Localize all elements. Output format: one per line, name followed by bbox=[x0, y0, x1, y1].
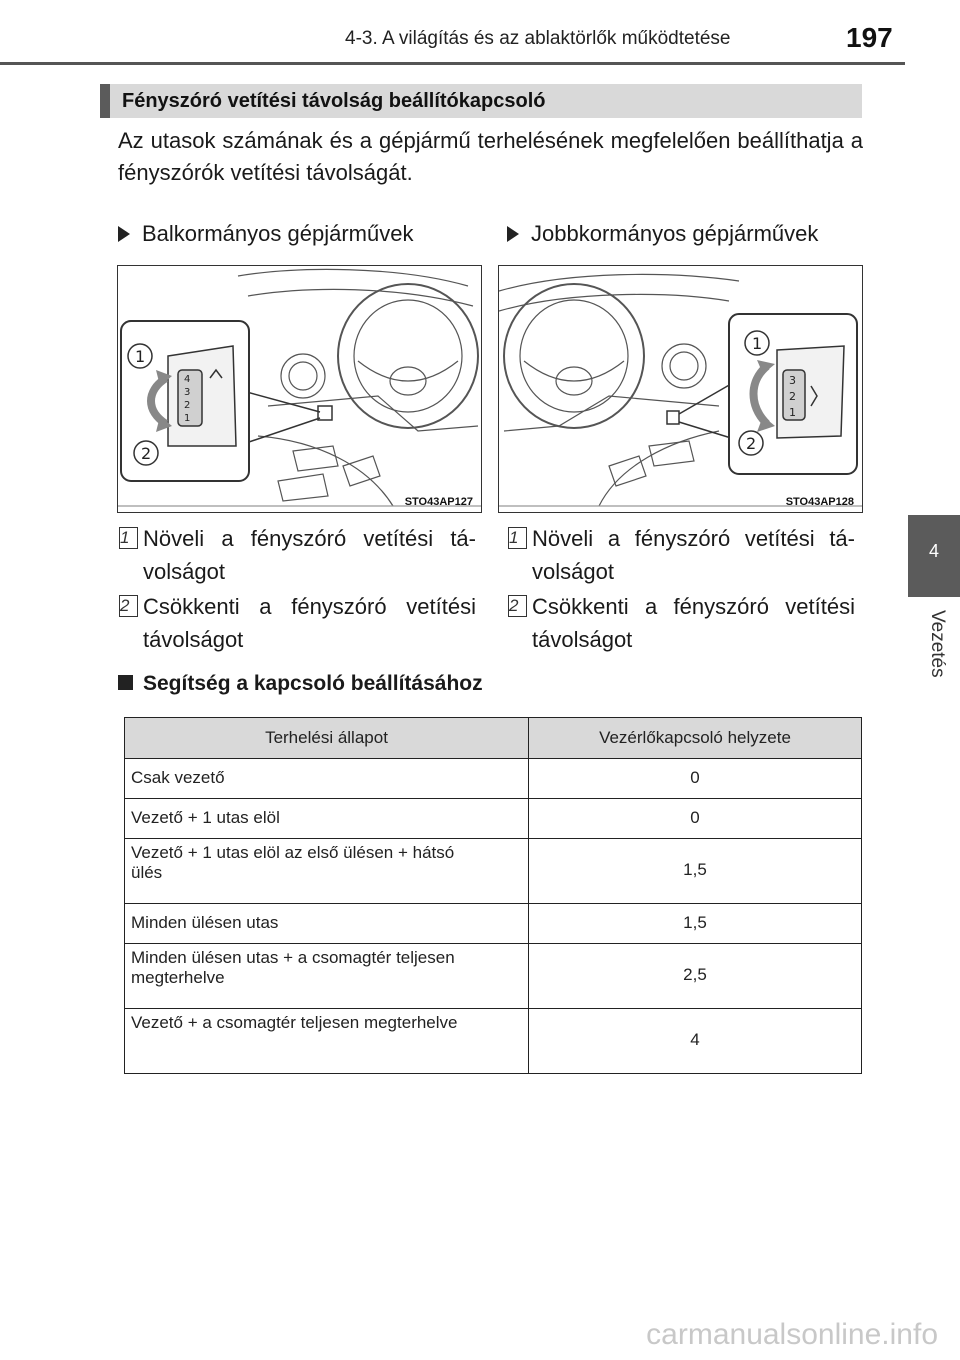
load-state: Vezető + 1 utas elöl bbox=[125, 799, 529, 839]
callout-2: 2 bbox=[141, 444, 152, 463]
dial-mark: 4 bbox=[184, 374, 191, 385]
figure-code: STO43AP127 bbox=[404, 496, 473, 508]
item-number: 2 bbox=[119, 595, 138, 617]
figure-code: STO43AP128 bbox=[785, 496, 854, 508]
switch-position: 0 bbox=[529, 759, 862, 799]
load-settings-table bbox=[124, 717, 862, 1074]
column-header: Terhelési állapot bbox=[125, 718, 529, 759]
switch-position: 1,5 bbox=[529, 839, 862, 904]
table-row bbox=[125, 759, 862, 799]
table-row bbox=[125, 944, 862, 1009]
item-text: Csökkenti a fényszóró vetítési távolságot bbox=[532, 594, 855, 652]
load-state: Vezető + 1 utas elöl az első ülésen + hátsó ülés bbox=[125, 839, 529, 904]
left-item-2 bbox=[120, 590, 476, 656]
left-item-1 bbox=[120, 522, 476, 588]
table-row bbox=[125, 1009, 862, 1074]
dial-mark: 1 bbox=[184, 413, 191, 424]
section-title: Fényszóró vetítési távolság beállítókapcsoló bbox=[122, 90, 546, 112]
triangle-bullet-icon bbox=[118, 226, 130, 242]
header-title: 4-3. A világítás és az ablaktörlők működtetése bbox=[345, 28, 731, 49]
left-hand-drive-figure bbox=[117, 265, 482, 513]
dial-mark: 3 bbox=[789, 374, 796, 387]
item-number: 1 bbox=[119, 527, 138, 549]
callout-1: 1 bbox=[752, 334, 763, 353]
dial-mark: 3 bbox=[184, 387, 191, 398]
switch-position: 4 bbox=[529, 1009, 862, 1074]
right-item-2 bbox=[509, 590, 855, 656]
load-state: Minden ülésen utas bbox=[125, 904, 529, 944]
table-row bbox=[125, 904, 862, 944]
switch-position: 1,5 bbox=[529, 904, 862, 944]
item-number: 1 bbox=[508, 527, 527, 549]
dial-mark: 2 bbox=[789, 390, 796, 403]
load-state: Minden ülésen utas + a csomagtér teljesen megterhelve bbox=[125, 944, 529, 1009]
page-number: 197 bbox=[846, 22, 893, 53]
square-bullet-icon bbox=[118, 675, 133, 690]
right-item-1 bbox=[509, 522, 855, 588]
item-text: Csökkenti a fényszóró vetítési távolságot bbox=[143, 594, 476, 652]
table-row bbox=[125, 839, 862, 904]
help-heading: Segítség a kapcsoló beállításához bbox=[118, 672, 483, 696]
intro-paragraph: Az utasok számának és a gépjármű terhelésének megfelelően beállíthatja a fényszórók vetítési távolságát. bbox=[118, 128, 863, 185]
item-number: 2 bbox=[508, 595, 527, 617]
item-text: Növeli a fényszóró vetítési távolságot bbox=[532, 526, 855, 584]
right-hand-drive-figure bbox=[498, 265, 863, 513]
header-rule bbox=[0, 62, 905, 65]
table-row bbox=[125, 799, 862, 839]
dial-mark: 2 bbox=[184, 400, 191, 411]
triangle-bullet-icon bbox=[507, 226, 519, 242]
left-heading: Balkormányos gépjárművek bbox=[118, 221, 413, 247]
callout-2: 2 bbox=[746, 434, 757, 453]
load-state: Csak vezető bbox=[125, 759, 529, 799]
load-state: Vezető + a csomagtér teljesen megterhelve bbox=[125, 1009, 529, 1074]
callout-1: 1 bbox=[135, 347, 146, 366]
right-heading: Jobbkormányos gépjárművek bbox=[507, 221, 818, 247]
switch-position: 0 bbox=[529, 799, 862, 839]
chapter-number: 4 bbox=[928, 541, 939, 561]
dial-mark: 1 bbox=[789, 406, 796, 419]
dashboard-illustration bbox=[499, 266, 863, 513]
section-title-bar bbox=[100, 84, 862, 118]
column-header: Vezérlőkapcsoló helyzete bbox=[529, 718, 862, 759]
table-header-row bbox=[125, 718, 862, 759]
dashboard-illustration bbox=[118, 266, 482, 513]
item-text: Növeli a fényszóró vetítési távolságot bbox=[143, 526, 476, 584]
chapter-label: Vezetés bbox=[927, 610, 948, 678]
switch-position: 2,5 bbox=[529, 944, 862, 1009]
chapter-tab bbox=[908, 515, 960, 597]
watermark: carmanualsonline.info bbox=[646, 1318, 938, 1351]
